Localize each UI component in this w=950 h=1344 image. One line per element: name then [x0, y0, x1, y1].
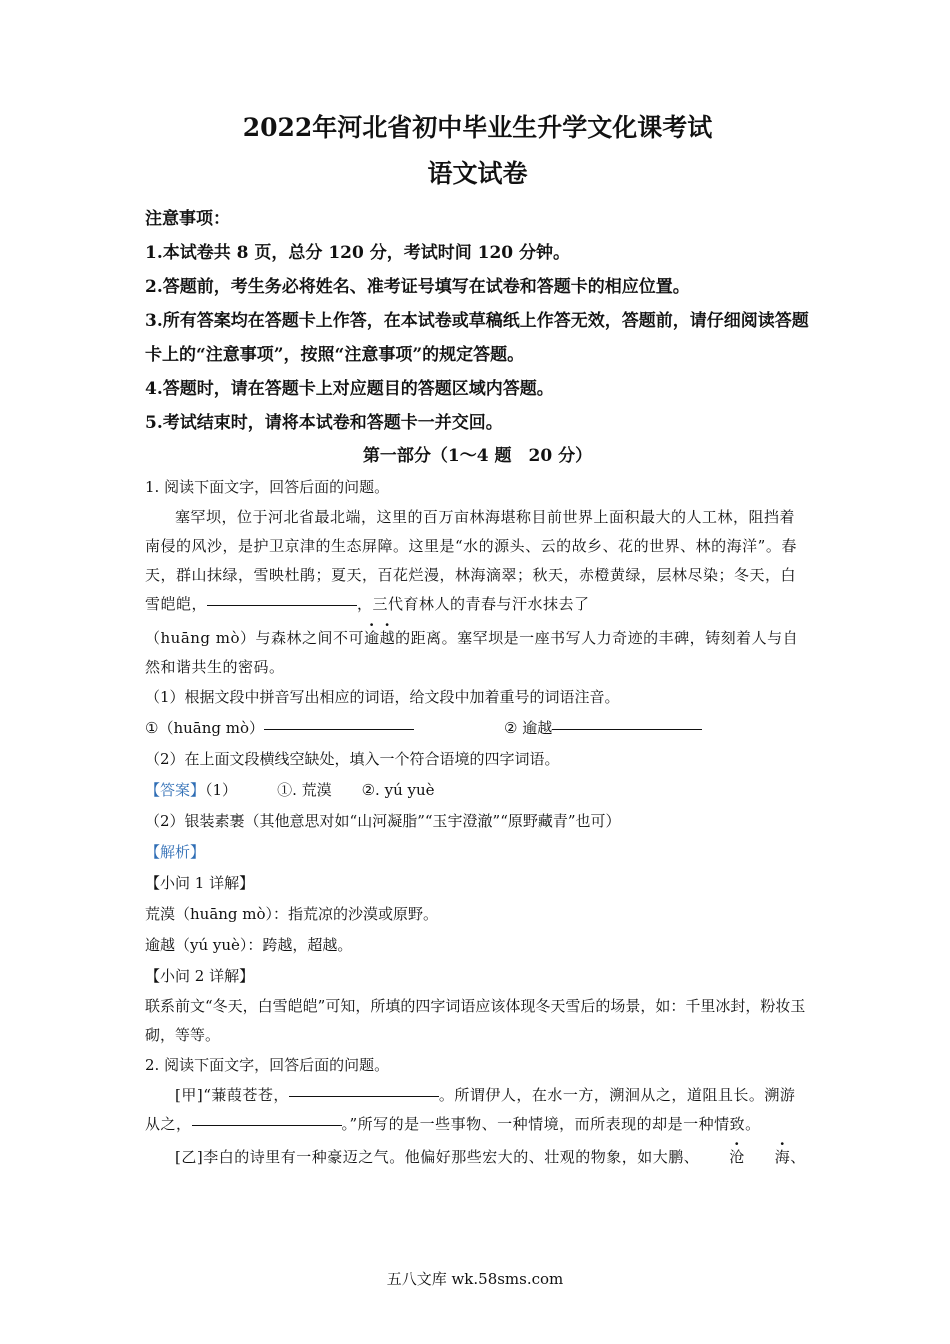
document-content — [145, 112, 810, 1172]
fill-blank — [289, 1095, 439, 1097]
passage-text: [乙]李白的诗里有一种豪迈之气。他偏好那些宏大的、壮观的物象，如大鹏、 — [175, 1148, 700, 1166]
detail-text: 荒漠（huāng mò）：指荒凉的沙漠或原野。 — [145, 905, 439, 923]
notice-item: 2.答题前，考生务必将姓名、准考证号填写在试卷和答题卡的相应位置。 — [145, 277, 690, 297]
footer-watermark: 五八文库 wk.58sms.com — [386, 1270, 564, 1288]
emphasis-char: 越 — [379, 629, 396, 647]
question-1-sub-2: （2）在上面文段横线空缺处，填入一个符合语境的四字词语。 — [145, 750, 560, 768]
notice-item: 1.本试卷共 8 页，总分 120 分，考试时间 120 分钟。 — [145, 243, 571, 263]
question-1-passage-cont — [145, 624, 810, 682]
notice-item: 5.考试结束时，请将本试卷和答题卡一并交回。 — [145, 413, 503, 433]
answer-tag: 【答案】 — [145, 781, 206, 799]
passage-text: 、 — [790, 1148, 806, 1166]
passage-text: （huāng mò）与森林之间不可 — [145, 629, 365, 647]
exam-title: 2022年河北省初中毕业生升学文化课考试 — [242, 113, 713, 142]
question-1-stem: 1. 阅读下面文字，回答后面的问题。 — [145, 478, 390, 496]
section-title: 第一部分（1～4 题 20 分） — [362, 446, 593, 466]
notice-item: 4.答题时，请在答题卡上对应题目的答题区域内答题。 — [145, 379, 554, 399]
question-1-blanks — [145, 713, 810, 744]
answer-blank — [552, 728, 702, 730]
blank-label: ①（huāng mò） — [145, 719, 264, 737]
blank-label: ② 逾越 — [504, 719, 553, 737]
emphasis-char: 沧 — [729, 1148, 745, 1166]
passage-text: 。所谓伊人，在水一方，溯洄从之，道阻且长。溯游从之， — [145, 1086, 796, 1133]
emphasis-char: 海 — [774, 1148, 791, 1166]
notice-heading: 注意事项： — [145, 209, 230, 229]
notice-item: 3.所有答案均在答题卡上作答，在本试卷或草稿纸上作答无效，答题前，请仔细阅读答题卡上的“注意事项”，按照“注意事项”的规定答题。 — [145, 311, 809, 365]
question-1-passage — [145, 503, 810, 619]
passage-text: 的距离。塞罕坝是一座书写人力奇迹的丰碑，铸刻着人与自然和谐共生的密码。 — [145, 629, 799, 676]
passage-text: ，三代育林人的青春与汗水抹去了 — [357, 595, 590, 613]
question-2-passage-yi — [145, 1143, 810, 1172]
fill-blank — [207, 604, 357, 606]
passage-text: 塞罕坝，位于河北省最北端，这里的百万亩林海堪称目前世界上面积最大的人工林，阻挡着南侵的风沙，是护卫京津的生态屏障。这里是“水的源头、云的故乡、花的世界、林的海洋”。春天，群山抹绿，雪映杜鹃；夏天，百花烂漫，林海滴翠；秋天，赤橙黄绿，层林尽染；冬天，白雪皑皑， — [145, 508, 797, 613]
detail-heading: 【小问 1 详解】 — [145, 874, 255, 892]
emphasis-char: 逾 — [364, 629, 380, 647]
question-2-stem: 2. 阅读下面文字，回答后面的问题。 — [145, 1056, 390, 1074]
passage-text: 。”所写的是一些事物、一种情境，而所表现的却是一种情致。 — [341, 1115, 761, 1133]
answer-line-2: （2）银装素裹（其他意思对如“山河凝脂”“玉宇澄澈”“原野藏青”也可） — [145, 812, 621, 830]
detail-text: 逾越（yú yuè）：跨越，超越。 — [145, 936, 353, 954]
answer-item: ②. yú yuè — [361, 781, 435, 799]
analysis-tag: 【解析】 — [145, 843, 206, 861]
fill-blank — [192, 1124, 342, 1126]
passage-text: [甲]“蒹葭苍苍， — [175, 1086, 289, 1104]
detail-heading: 【小问 2 详解】 — [145, 967, 255, 985]
answer-line — [145, 775, 810, 806]
answer-item: ①. 荒漠 — [277, 781, 332, 799]
question-1-sub-1: （1）根据文段中拼音写出相应的词语，给文段中加着重号的词语注音。 — [145, 688, 620, 706]
exam-subtitle: 语文试卷 — [427, 159, 528, 188]
detail-text: 联系前文“冬天，白雪皑皑”可知，所填的四字词语应该体现冬天雪后的场景，如：千里冰封，粉妆玉砌，等等。 — [145, 997, 806, 1044]
answer-blank — [264, 728, 414, 730]
answer-part: （1） — [205, 781, 238, 799]
